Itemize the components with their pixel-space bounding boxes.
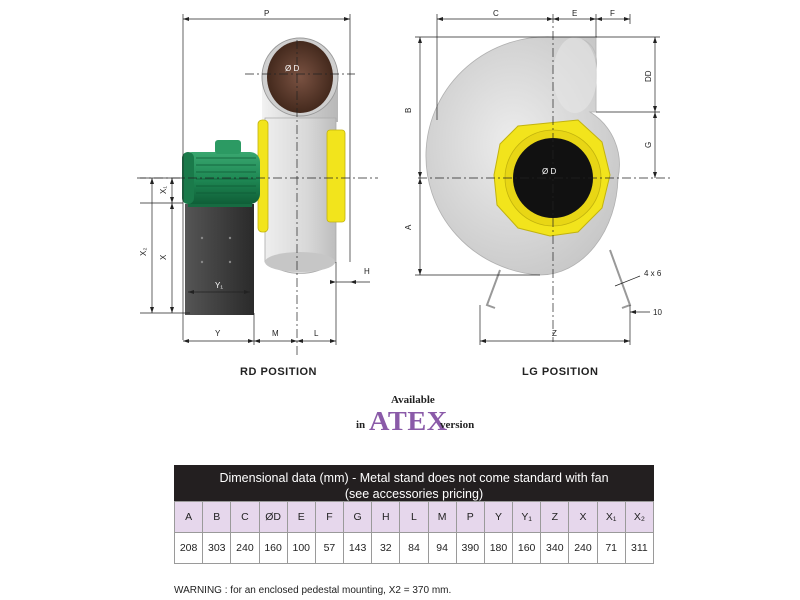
lg-label-b: B	[404, 107, 413, 113]
rd-label-h: H	[364, 267, 370, 276]
atex-badge	[352, 392, 482, 440]
lg-position-title: LG POSITION	[522, 366, 599, 378]
table-title	[174, 465, 654, 501]
lg-label-a: A	[404, 224, 413, 230]
table-value-cell: 84	[400, 533, 428, 564]
rd-motor	[182, 140, 260, 207]
table-header-cell: E	[287, 502, 315, 533]
table-header-cell: P	[456, 502, 484, 533]
table-value-cell: 32	[372, 533, 400, 564]
table-values-row	[175, 533, 654, 564]
rd-label-y: Y	[215, 329, 221, 338]
rd-fan-body	[258, 118, 345, 274]
table-header-cell: Z	[541, 502, 569, 533]
table-header-cell: A	[175, 502, 203, 533]
atex-version-text: version	[440, 419, 475, 431]
lg-label-od: Ø D	[542, 167, 557, 176]
lg-label-z: Z	[552, 329, 557, 338]
rd-label-m: M	[272, 329, 279, 338]
table-header-row	[175, 502, 654, 533]
table-value-cell: 240	[231, 533, 259, 564]
atex-word: ATEX	[369, 406, 448, 436]
table-header-cell: G	[344, 502, 372, 533]
table-value-cell: 94	[428, 533, 456, 564]
rd-outlet-duct	[262, 38, 338, 122]
table-header-cell: H	[372, 502, 400, 533]
rd-position-title: RD POSITION	[240, 366, 318, 378]
table-value-cell: 390	[456, 533, 484, 564]
rd-view	[137, 9, 378, 358]
table-header-cell: ØD	[259, 502, 287, 533]
lg-label-holes: 4 x 6	[644, 269, 662, 278]
table-value-cell: 208	[175, 533, 203, 564]
table-title-line2: (see accessories pricing)	[344, 487, 484, 501]
table-header-cell: L	[400, 502, 428, 533]
table-value-cell: 311	[625, 533, 653, 564]
rd-label-x2: X₂	[139, 247, 148, 256]
table-value-cell: 100	[287, 533, 315, 564]
lg-label-g: G	[644, 141, 653, 148]
table-value-cell: 340	[541, 533, 569, 564]
table-header-cell: C	[231, 502, 259, 533]
lg-label-e: E	[572, 9, 578, 18]
table-header-cell: M	[428, 502, 456, 533]
dimensions-grid	[174, 501, 654, 564]
dimensional-data-table	[174, 465, 654, 564]
atex-available-text: Available	[391, 394, 435, 406]
table-header-cell: B	[203, 502, 231, 533]
table-title-line1: Dimensional data (mm) - Metal stand does not come standard with fan	[219, 471, 609, 485]
rd-label-x: X	[159, 254, 168, 260]
table-header-cell: Y₁	[513, 502, 541, 533]
table-header-cell: F	[315, 502, 343, 533]
lg-view	[404, 9, 670, 345]
table-value-cell: 240	[569, 533, 597, 564]
lg-label-c: C	[493, 9, 499, 18]
lg-label-dd: DD	[644, 70, 653, 82]
rd-label-p: P	[264, 9, 270, 18]
table-value-cell: 57	[315, 533, 343, 564]
atex-in-text: in	[356, 419, 366, 431]
rd-label-x1: X₁	[159, 185, 168, 194]
rd-label-od: Ø D	[285, 64, 300, 73]
table-value-cell: 180	[484, 533, 512, 564]
lg-label-ten: 10	[653, 308, 662, 317]
table-header-cell: X₁	[597, 502, 625, 533]
lg-label-f: F	[610, 9, 615, 18]
table-value-cell: 160	[259, 533, 287, 564]
table-value-cell: 143	[344, 533, 372, 564]
table-header-cell: X₂	[625, 502, 653, 533]
rd-metal-stand	[185, 204, 254, 315]
table-value-cell: 71	[597, 533, 625, 564]
table-header-cell: X	[569, 502, 597, 533]
rd-label-y1: Y₁	[215, 281, 224, 290]
table-value-cell: 303	[203, 533, 231, 564]
warning-note: WARNING : for an enclosed pedestal mounting, X2 = 370 mm.	[174, 585, 452, 596]
table-header-cell: Y	[484, 502, 512, 533]
table-value-cell: 160	[513, 533, 541, 564]
rd-label-l: L	[314, 329, 319, 338]
